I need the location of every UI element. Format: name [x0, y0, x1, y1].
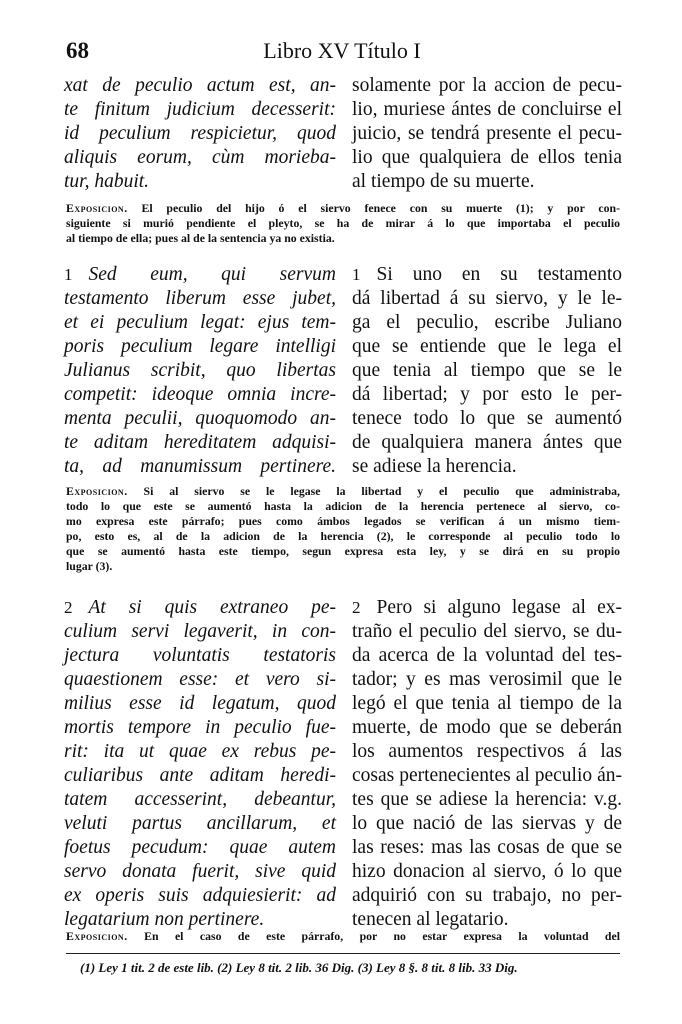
- spanish-line: lio que qualquiera de ellos tenia: [352, 147, 622, 168]
- exposition-note: [66, 201, 620, 246]
- spanish-line: al tiempo de su muerte.: [352, 171, 535, 192]
- latin-line: legatarium non pertinere.: [64, 909, 265, 930]
- latin-line: rit: ita ut quae ex rebus pe-: [64, 741, 336, 762]
- spanish-line: solamente por la accion de pecu-: [352, 75, 622, 96]
- spanish-line: tenece todo lo que se aumentó: [352, 408, 622, 429]
- footnotes: (1) Ley 1 tit. 2 de este lib. (2) Ley 8 tit. 2 lib. 36 Dig. (3) Ley 8 §. 8 tit. 8 lib. 33 Dig.: [80, 960, 518, 975]
- spanish-line: tador; y es mas verosimil que le: [352, 669, 622, 690]
- spanish-line: Si uno en su testamento: [376, 264, 622, 285]
- latin-line: jectura voluntatis testatoris: [64, 645, 336, 666]
- spanish-line: lo que nació de las siervas y de: [352, 813, 622, 834]
- running-head: Libro XV Título I: [263, 38, 421, 63]
- latin-line: mortis tempore in peculio fue-: [64, 717, 336, 738]
- spanish-line: Pero si alguno legase al ex-: [376, 597, 622, 618]
- spanish-line: dá libertad; y por esto le per-: [352, 384, 622, 405]
- spanish-column: [352, 263, 622, 479]
- latin-line: testamento liberum esse jubet,: [64, 288, 336, 309]
- latin-line: te finitum judicium decesserit:: [64, 99, 336, 120]
- latin-line: At si quis extraneo pe-: [88, 597, 336, 618]
- paragraph-number: 2: [64, 598, 73, 617]
- exposition-line: siguiente si murió pendiente el pleyto, se ha de mirar á lo que importaba el peculio: [66, 216, 620, 230]
- latin-line: poris peculium legare intelligi: [64, 336, 336, 357]
- footnote-rule: [66, 953, 620, 954]
- latin-line: foetus pecudum: quae autem: [64, 837, 336, 858]
- spanish-line: los aumentos respectivos á las: [352, 741, 622, 762]
- exposition-label: Exposicion.: [66, 201, 128, 215]
- exposition-line: que se aumentó hasta este tiempo, segun expresa esta ley, y se dirá en su propio: [66, 544, 620, 558]
- latin-line: ta, ad manumissum pertinere.: [64, 456, 336, 477]
- latin-line: te aditam hereditatem adquisi-: [64, 432, 336, 453]
- exposition-note: [66, 484, 620, 574]
- spanish-line: traño el peculio del siervo, se du-: [352, 621, 622, 642]
- spanish-column: [352, 74, 622, 194]
- latin-line: culium servi legaverit, in con-: [64, 621, 336, 642]
- spanish-line: da acerca de la voluntad del tes-: [352, 645, 622, 666]
- spanish-line: que se entiende que le lega el: [352, 336, 622, 357]
- latin-line: veluti partus ancillarum, et: [64, 813, 336, 834]
- exposition-label: Exposicion.: [66, 484, 128, 498]
- exposition-label: Exposicion.: [66, 929, 128, 943]
- spanish-line: tenecen al legatario.: [352, 909, 509, 930]
- spanish-line: que tenia al tiempo que se le: [352, 360, 622, 381]
- latin-line: id peculium respicietur, quod: [64, 123, 336, 144]
- spanish-line: juicio, se tendrá presente el pecu-: [352, 123, 622, 144]
- spanish-line: las reses: mas las cosas de que se: [352, 837, 622, 858]
- spanish-line: hizo donacion al siervo, ó lo que: [352, 861, 622, 882]
- latin-line: quaestionem esse: et vero si-: [64, 669, 336, 690]
- spanish-line: cosas pertenecientes al peculio án-: [352, 765, 622, 786]
- exposition-line: al tiempo de ella; pues al de la sentencia ya no existia.: [66, 231, 335, 245]
- spanish-line: dá libertad á su siervo, y le le-: [352, 288, 622, 309]
- paragraph-number: 1: [352, 265, 361, 284]
- latin-line: Julianus scribit, quo libertas: [64, 360, 336, 381]
- spanish-line: ga el peculio, escribe Juliano: [352, 312, 622, 333]
- exposition-line: mo expresa este párrafo; pues como ámbos legados se verifican á un mismo tiem-: [66, 514, 620, 528]
- exposition-line: po, esto es, al de la adicion de la herencia (2), le corresponde al peculio todo lo: [66, 529, 620, 543]
- latin-line: aliquis eorum, cùm morieba-: [64, 147, 336, 168]
- latin-line: et ei peculium legat: ejus tem-: [64, 312, 336, 333]
- paragraph-number: 2: [352, 598, 361, 617]
- exposition-line: todo lo que este se aumentó hasta la adicion de la herencia pertenece al siervo, co-: [66, 499, 620, 513]
- paragraph-number: 1: [64, 265, 73, 284]
- exposition-line: lugar (3).: [66, 559, 113, 573]
- exposition-note: [66, 929, 620, 944]
- spanish-line: lio, muriese ántes de concluirse el: [352, 99, 622, 120]
- latin-column: [64, 263, 336, 479]
- exposition-line: Si al siervo se le legase la libertad y el peculio que administraba,: [143, 484, 620, 498]
- latin-line: xat de peculio actum est, an-: [64, 75, 336, 96]
- spanish-column: [352, 596, 622, 932]
- latin-line: tur, habuit.: [64, 171, 150, 192]
- latin-line: tatem accesserint, debeantur,: [64, 789, 336, 810]
- latin-line: competit: ideoque omnia incre-: [64, 384, 336, 405]
- exposition-line: En el caso de este párrafo, por no estar expresa la voluntad del: [144, 929, 620, 943]
- spanish-line: adquirió con su trabajo, no per-: [352, 885, 622, 906]
- page-header: [66, 38, 618, 66]
- spanish-line: de qualquiera manera ántes que: [352, 432, 622, 453]
- latin-line: servo donata fuerit, sive quid: [64, 861, 336, 882]
- spanish-line: se adiese la herencia.: [352, 456, 517, 477]
- latin-column: [64, 74, 336, 194]
- latin-column: [64, 596, 336, 932]
- page-number: 68: [66, 38, 89, 63]
- latin-line: Sed eum, qui servum: [88, 264, 336, 285]
- latin-line: culiaribus ante aditam heredi-: [64, 765, 336, 786]
- spanish-line: tes que se adiese la herencia: v.g.: [352, 789, 622, 810]
- latin-line: ex operis suis adquiesierit: ad: [64, 885, 336, 906]
- spanish-line: legó el que tenia al tiempo de la: [352, 693, 622, 714]
- latin-line: menta peculii, quoquomodo an-: [64, 408, 336, 429]
- spanish-line: muerte, de modo que se deberán: [352, 717, 622, 738]
- exposition-line: El peculio del hijo ó el siervo fenece con su muerte (1); y por con-: [141, 201, 621, 215]
- latin-line: milius esse id legatum, quod: [64, 693, 336, 714]
